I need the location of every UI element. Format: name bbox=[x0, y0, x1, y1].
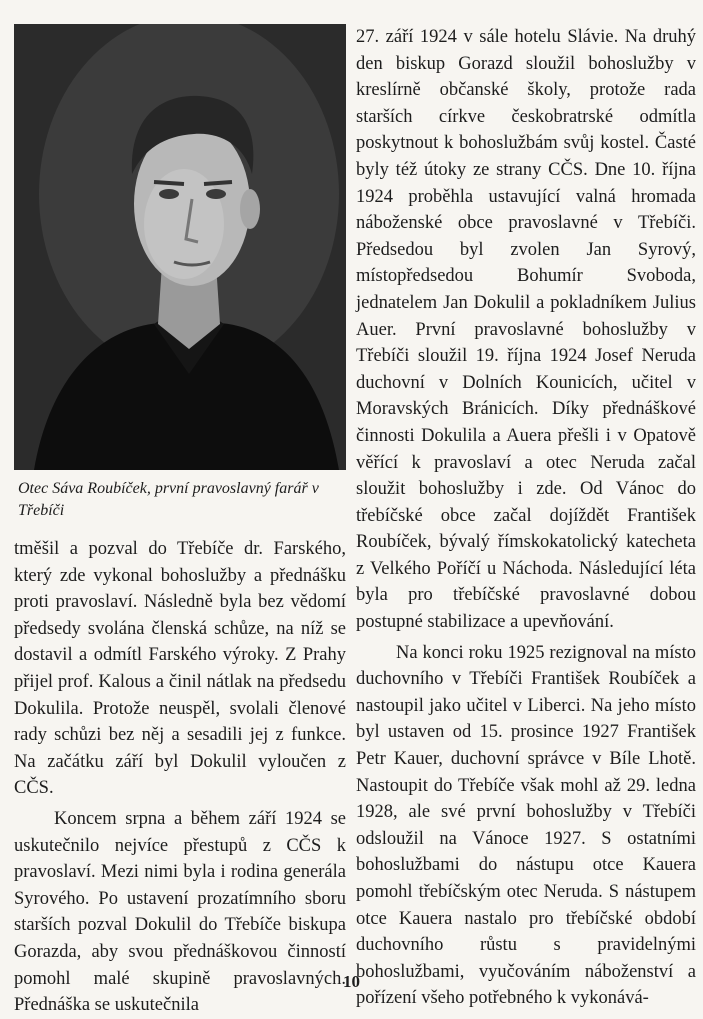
right-column bbox=[356, 24, 696, 1012]
portrait-photo bbox=[14, 24, 346, 470]
paragraph: Koncem srpna a během září 1924 se uskutečnilo nejvíce přestupů z CČS k pravoslaví. Mezi nimi byla i rodina generála Syrového. Po ustavení prozatímního sboru starších pozval Dokulil do Třebíče biskupa Gorazda, aby svou přednáškovou činností pomohl malé skupině pravoslavných. Přednáška se uskutečnila bbox=[14, 808, 346, 1016]
right-text-block bbox=[356, 24, 696, 1012]
left-text-block bbox=[14, 536, 346, 1019]
paragraph: 27. září 1924 v sále hotelu Slávie. Na druhý den biskup Gorazd sloužil bohoslužby v kreslírně občanské školy, protože rada starších církve českobratrské odmítla poskytnout k bohoslužbám svůj kostel. Časté byly též útoky ze strany CČS. Dne 10. října 1924 proběhla ustavující valná hromada náboženské obce pravoslavné v Třebíči. Předsedou byl zvolen Jan Syrový, místopředsedou Bohumír Svoboda, jednatelem Jan Dokulil a pokladníkem Julius Auer. První pravoslavné bohoslužby v Třebíči sloužil 19. října 1924 Josef Neruda duchovní v Dolních Kounicích, učitel v Moravských Bránicích. Díky přednáškové činnosti Dokulila a Auera přešli i v Opatově věřící k pravoslaví a otec Neruda začal sloužit bohoslužby i zde. Od Vánoc do třebíčské obce začal dojíždět František Roubíček, bývalý římskokatolický katecheta z Velkého Poříčí u Náchoda. Následující léta byla pro třebíčské pravoslavné dobou postupné stabilizace a upevňování. bbox=[356, 27, 696, 633]
page-number: 10 bbox=[343, 972, 360, 991]
paragraph: Na konci roku 1925 rezignoval na místo duchovního v Třebíči František Roubíček a nastoupil jako učitel v Liberci. Na jeho místo byl ustaven od 15. prosince 1927 František Petr Kauer, duchovní správce v Bíle Lhotě. Nastoupit do Třebíče však mohl až 29. ledna 1928, ale své první bohoslužby v Třebíči odsloužil na Vánoce 1927. S ostatními bohoslužbami do nástupu otce Kauera pomohl třebíčským otec Neruda. S nástupem otce Kauera nastalo pro třebíčské období duchovního růstu s pravidelnými bohoslužbami, vyučováním náboženství a pořízení všeho potřebného k vykonává- bbox=[356, 642, 696, 1009]
photo-caption: Otec Sáva Roubíček, první pravoslavný farář v Třebíči bbox=[18, 480, 319, 519]
left-column bbox=[14, 24, 346, 1019]
portrait-illustration bbox=[14, 24, 346, 470]
paragraph: tměšil a pozval do Třebíče dr. Farského, který zde vykonal bohoslužby a přednášku proti pravoslaví. Následně byla bez vědomí předsedy svolána členská schůze, na níž se dostavil a odmítl Farského výroky. Z Prahy přijel prof. Kalous a činil nátlak na předsedu Dokulila. Protože neuspěl, svolali členové rady schůzi bez něj a sesadili jej z funkce. Na začátku září byl Dokulil vyloučen z CČS. bbox=[14, 539, 346, 799]
